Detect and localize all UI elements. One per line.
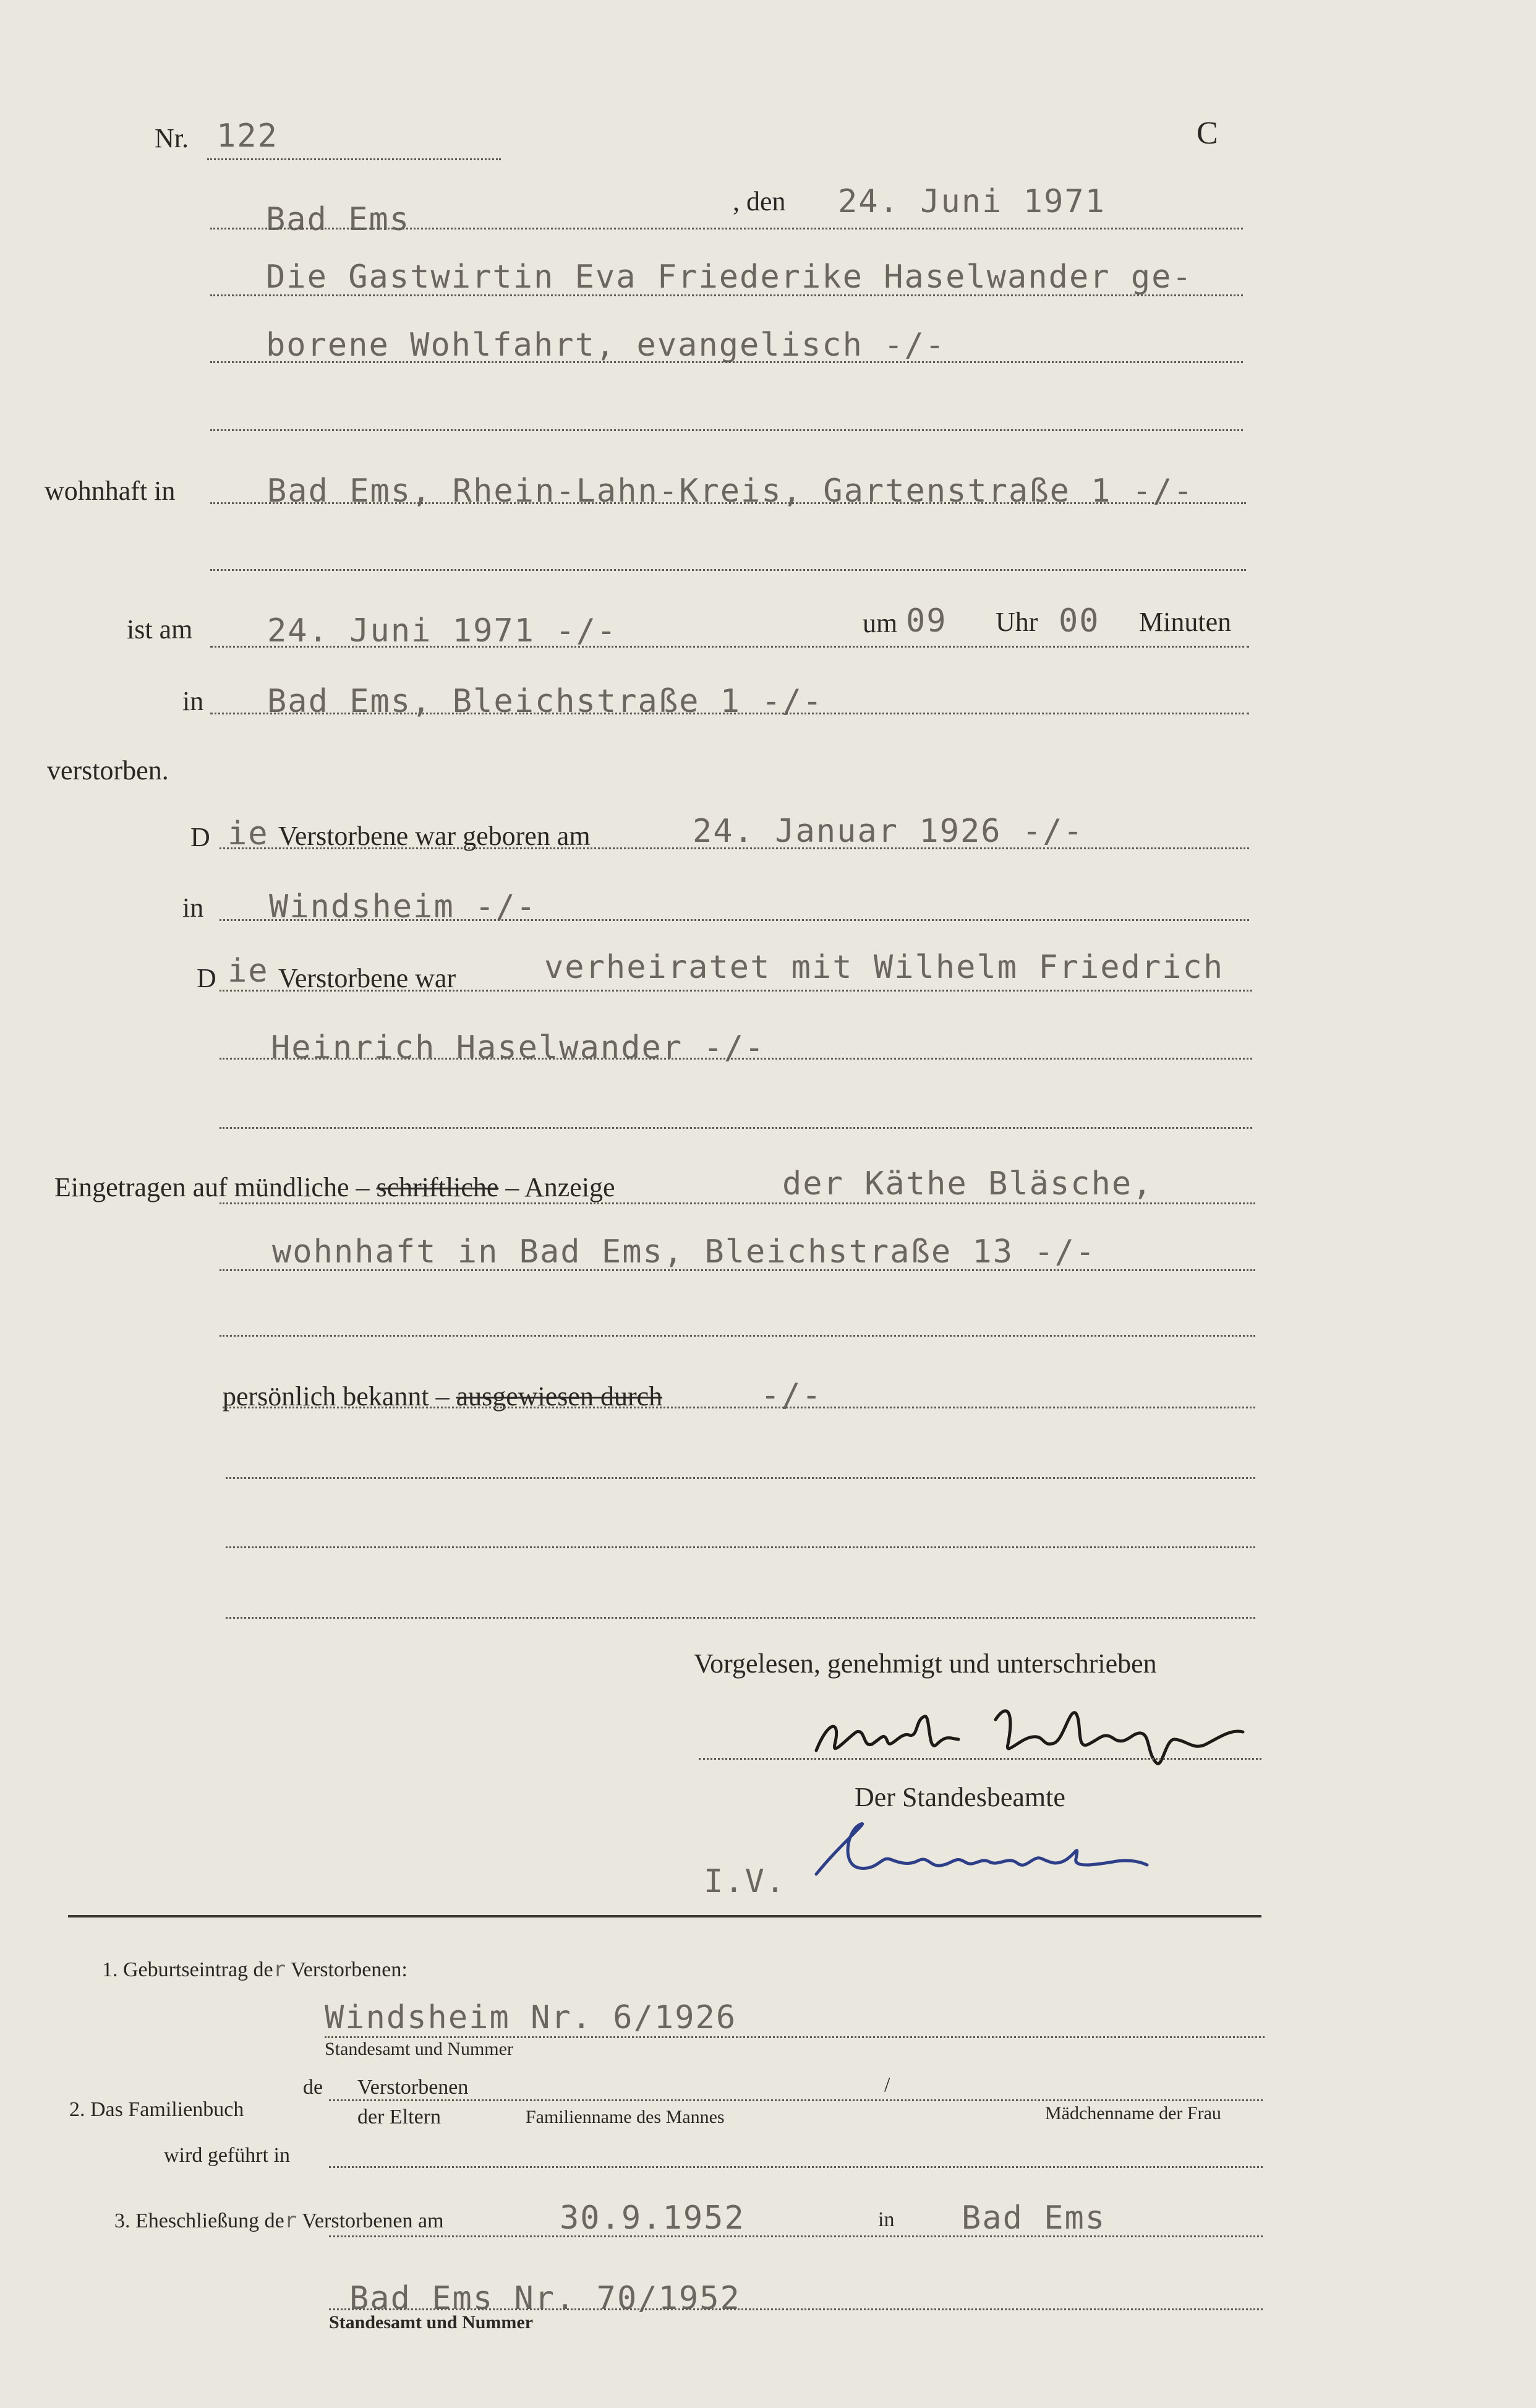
item3-caption: Standesamt und Nummer	[329, 2312, 534, 2333]
person-line-2: borene Wohlfahrt, evangelisch -/-	[266, 327, 946, 364]
den-label: , den	[733, 186, 786, 216]
report-line-2: wohnhaft in Bad Ems, Bleichstraße 13 -/-	[272, 1233, 1096, 1270]
report-label-struck: schriftliche	[376, 1172, 499, 1202]
item1-line	[325, 2036, 1265, 2038]
death-place: Bad Ems, Bleichstraße 1 -/-	[267, 683, 824, 720]
birth-place: Windsheim -/-	[269, 888, 537, 925]
read-approved-label: Vorgelesen, genehmigt und unterschrieben	[694, 1648, 1157, 1679]
item2-fam-frau: Mädchenname der Frau	[1045, 2103, 1221, 2123]
report-label	[54, 1172, 615, 1203]
item1-caption: Standesamt und Nummer	[325, 2039, 513, 2059]
blank-line-5	[226, 1477, 1255, 1479]
report-label-pre: Eingetragen auf mündliche –	[54, 1172, 370, 1202]
report-line-1-rule	[220, 1202, 1255, 1204]
verstorben-label: verstorben.	[47, 755, 169, 786]
report-line-2-rule	[220, 1269, 1255, 1271]
blank-line-3	[220, 1127, 1252, 1129]
item3-line	[329, 2235, 1263, 2237]
birth-label: Verstorbene war geboren am	[278, 821, 591, 851]
signer-line	[699, 1758, 1261, 1760]
identity-label-pre: persönlich bekannt –	[223, 1381, 450, 1412]
birth-date-line	[220, 847, 1249, 849]
residence-value: Bad Ems, Rhein-Lahn-Kreis, Gartenstraße 1 -/-	[267, 473, 1194, 510]
blank-line-2	[210, 569, 1246, 571]
item2-wird: wird geführt in	[164, 2144, 290, 2167]
death-hour: 09	[906, 602, 947, 640]
item3-register-line	[329, 2308, 1263, 2310]
date-value: 24. Juni 1971	[838, 183, 1106, 220]
report-line-1: der Käthe Bläsche,	[782, 1165, 1153, 1202]
um-label: um	[863, 608, 898, 638]
residence-line	[210, 502, 1246, 504]
item3-date: 30.9.1952	[560, 2200, 745, 2237]
blank-line-4	[220, 1335, 1255, 1337]
item2-eltern: der Eltern	[357, 2106, 441, 2128]
item1-suffix: r	[273, 1957, 286, 1982]
birth-ie-typed: ie	[228, 815, 269, 852]
marital-label: Verstorbene war	[278, 963, 456, 993]
death-minutes: 00	[1059, 602, 1100, 640]
place-date-line	[210, 228, 1243, 229]
person-line-2-rule	[210, 361, 1243, 363]
marital-line-1-rule	[220, 990, 1252, 992]
marital-line-2: Heinrich Haselwander -/-	[271, 1029, 766, 1066]
footer-separator	[68, 1915, 1261, 1917]
item2-verstorbenen: Verstorbenen	[357, 2076, 469, 2099]
item2-label: 2. Das Familienbuch	[69, 2098, 244, 2121]
blank-line-1	[210, 429, 1243, 431]
register-letter: C	[1197, 116, 1218, 151]
item2-line-1	[329, 2099, 1263, 2101]
item1-label-text: 1. Geburtseintrag de	[102, 1958, 273, 1981]
death-date: 24. Juni 1971 -/-	[267, 612, 618, 649]
residence-label: wohnhaft in	[45, 476, 176, 506]
item2-slash: /	[884, 2073, 890, 2096]
item2-fam-mann: Familienname des Mannes	[526, 2107, 725, 2127]
iv-typed: I.V.	[704, 1863, 787, 1900]
marital-line-1: verheiratet mit Wilhelm Friedrich	[544, 949, 1224, 986]
official-signature	[804, 1806, 1163, 1899]
birth-place-line	[220, 919, 1249, 921]
item3-label	[114, 2208, 444, 2233]
nr-line	[207, 158, 501, 160]
place-value: Bad Ems	[266, 201, 411, 238]
person-line-1-rule	[210, 294, 1243, 296]
ist-am-label: ist am	[127, 614, 193, 645]
nr-label: Nr.	[155, 123, 189, 153]
minuten-label: Minuten	[1139, 607, 1232, 637]
item2-de: de	[303, 2076, 323, 2099]
birth-d-letter: D	[190, 822, 210, 852]
identity-line	[223, 1407, 1255, 1408]
birth-date: 24. Januar 1926 -/-	[693, 813, 1084, 850]
marital-ie-typed: ie	[228, 953, 269, 990]
item1-label	[102, 1957, 407, 1982]
item3-register: Bad Ems Nr. 70/1952	[349, 2280, 741, 2317]
death-date-line	[210, 646, 1249, 648]
death-place-line	[210, 713, 1249, 714]
item3-in: in	[878, 2208, 895, 2231]
item1-label-text-2: Verstorbenen:	[291, 1958, 407, 1981]
marital-d-letter: D	[197, 963, 216, 993]
item2-line-2	[329, 2166, 1263, 2168]
blank-line-6	[226, 1546, 1255, 1548]
identity-value: -/-	[761, 1377, 822, 1414]
marital-line-2-rule	[220, 1058, 1252, 1060]
item3-label-text: 3. Eheschließung de	[114, 2209, 284, 2232]
item3-suffix: r	[284, 2208, 297, 2233]
item3-place: Bad Ems	[962, 2200, 1106, 2237]
person-line-1: Die Gastwirtin Eva Friederike Haselwander ge-	[266, 259, 1193, 296]
identity-label-struck: ausgewiesen durch	[456, 1381, 663, 1412]
official-label: Der Standesbeamte	[855, 1782, 1065, 1812]
report-label-post: – Anzeige	[505, 1172, 615, 1202]
item1-value: Windsheim Nr. 6/1926	[325, 1999, 737, 2036]
birth-in-label: in	[182, 893, 204, 923]
item3-label-text-2: Verstorbenen am	[302, 2209, 444, 2232]
death-in-label: in	[182, 686, 204, 716]
signer-signature	[810, 1695, 1268, 1781]
uhr-label: Uhr	[996, 607, 1038, 637]
blank-line-7	[226, 1617, 1255, 1619]
nr-value: 122	[216, 118, 278, 155]
